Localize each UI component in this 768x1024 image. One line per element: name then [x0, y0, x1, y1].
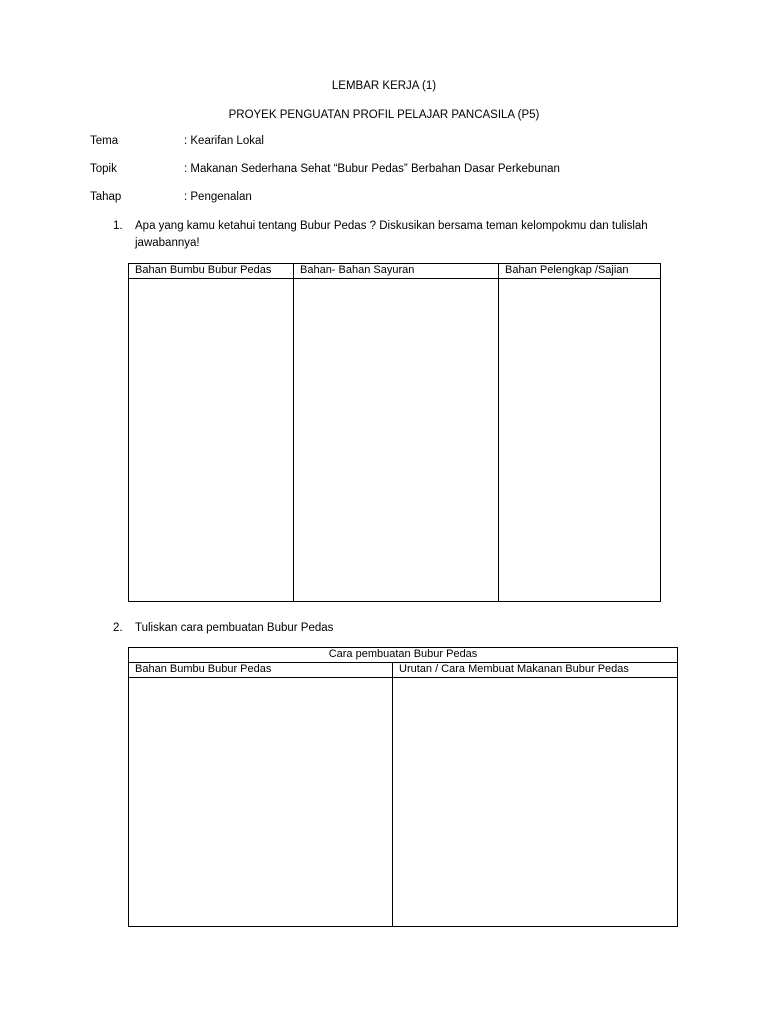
column-header: Urutan / Cara Membuat Makanan Bubur Pedas	[393, 663, 678, 678]
column-header: Bahan Pelengkap /Sajian	[499, 264, 661, 279]
answer-cell[interactable]	[393, 678, 678, 927]
meta-row-tahap	[90, 191, 252, 203]
meta-label: Tahap	[90, 191, 122, 203]
question-text-part: ? Diskusikan bersama teman kelompokmu dan tulislah jawabannya!	[135, 220, 648, 249]
column-header: Bahan Bumbu Bubur Pedas	[129, 663, 393, 678]
meta-value: : Makanan Sederhana Sehat “Bubur Pedas” Berbahan Dasar Perkebunan	[184, 163, 560, 175]
question-text-part: Apa yang kamu ketahui tentang	[135, 220, 300, 232]
question-number: 1.	[113, 220, 123, 232]
answer-cell[interactable]	[129, 678, 393, 927]
column-header: Bahan Bumbu Bubur Pedas	[129, 264, 294, 279]
meta-label: Tema	[90, 135, 119, 147]
answer-cell[interactable]	[499, 279, 661, 602]
meta-value: : Kearifan Lokal	[184, 135, 264, 147]
question-number: 2.	[113, 622, 123, 634]
question-1	[113, 218, 673, 252]
answer-cell[interactable]	[294, 279, 499, 602]
meta-label: Topik	[90, 163, 117, 175]
meta-value: : Pengenalan	[184, 191, 252, 203]
answer-cell[interactable]	[129, 279, 294, 602]
ingredients-table	[128, 263, 661, 602]
meta-row-tema	[90, 135, 264, 147]
project-title: PROYEK PENGUATAN PROFIL PELAJAR PANCASILA (P5)	[228, 109, 540, 121]
preparation-table	[128, 647, 678, 927]
question-text: Tuliskan cara pembuatan Bubur Pedas	[135, 622, 334, 634]
worksheet-title: LEMBAR KERJA (1)	[331, 80, 437, 92]
meta-row-topik	[90, 163, 560, 175]
question-text	[135, 218, 673, 252]
question-2	[113, 620, 673, 637]
column-header: Bahan- Bahan Sayuran	[294, 264, 499, 279]
question-emphasis: Bubur Pedas	[299, 220, 367, 232]
table-title: Cara pembuatan Bubur Pedas	[129, 648, 678, 663]
